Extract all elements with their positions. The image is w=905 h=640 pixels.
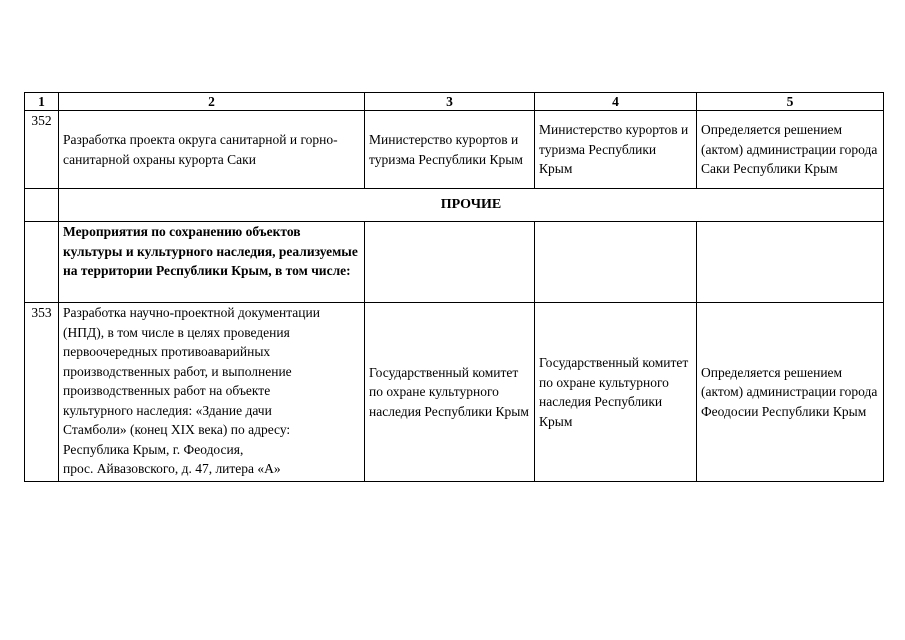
row-353-col3: Государственный комитет по охране культурного наследия Республики Крым: [365, 303, 535, 482]
group-empty-col3: [365, 222, 535, 303]
row-352-col5: Определяется решением (актом) администрации города Саки Республики Крым: [697, 111, 884, 189]
row-353-activity-line: Разработка научно-проектной документации: [63, 305, 320, 320]
row-353-activity-line: производственных работ на объекте: [63, 383, 271, 398]
header-cell-5: 5: [697, 93, 884, 111]
section-title: ПРОЧИЕ: [59, 189, 884, 222]
header-cell-2: 2: [59, 93, 365, 111]
row-353-activity-line: Республика Крым, г. Феодосия,: [63, 441, 244, 457]
group-empty-col4: [535, 222, 697, 303]
row-353-activity: [59, 303, 365, 482]
row-number-353: 353: [25, 303, 59, 482]
section-empty-num-cell: [25, 189, 59, 222]
row-353-activity-line: (НПД), в том числе в целях проведения: [63, 324, 290, 340]
header-cell-3: 3: [365, 93, 535, 111]
row-353-activity-line: Стамболи» (конец XIX века) по адресу:: [63, 422, 291, 437]
group-empty-col5: [697, 222, 884, 303]
row-352-activity: Разработка проекта округа санитарной и горно-санитарной охраны курорта Саки: [59, 111, 365, 189]
row-353-col5: Определяется решением (актом) администрации города Феодосии Республики Крым: [697, 303, 884, 482]
activities-table: [24, 92, 884, 482]
row-352-col3: Министерство курортов и туризма Республики Крым: [365, 111, 535, 189]
row-number-352: 352: [25, 111, 59, 189]
row-353-col4: Государственный комитет по охране культурного наследия Республики Крым: [535, 303, 697, 482]
row-353-activity-line: первоочередных противоаварийных: [63, 344, 271, 359]
row-353-activity-line: производственных работ, и выполнение: [63, 363, 292, 379]
table-header-row: [25, 93, 884, 111]
row-352-col4: Министерство курортов и туризма Республики Крым: [535, 111, 697, 189]
group-empty-num-cell: [25, 222, 59, 303]
row-353-activity-line: прос. Айвазовского, д. 47, литера «А»: [63, 461, 281, 476]
header-cell-4: 4: [535, 93, 697, 111]
table-row-353: [25, 303, 884, 482]
header-cell-1: 1: [25, 93, 59, 111]
row-353-activity-line: культурного наследия: «Здание дачи: [63, 402, 272, 418]
group-title: Мероприятия по сохранению объектов культуры и культурного наследия, реализуемые на территории Республики Крым, в том числе:: [59, 222, 365, 303]
table-row-group: [25, 222, 884, 303]
table-row-352: [25, 111, 884, 189]
section-row-other: [25, 189, 884, 222]
